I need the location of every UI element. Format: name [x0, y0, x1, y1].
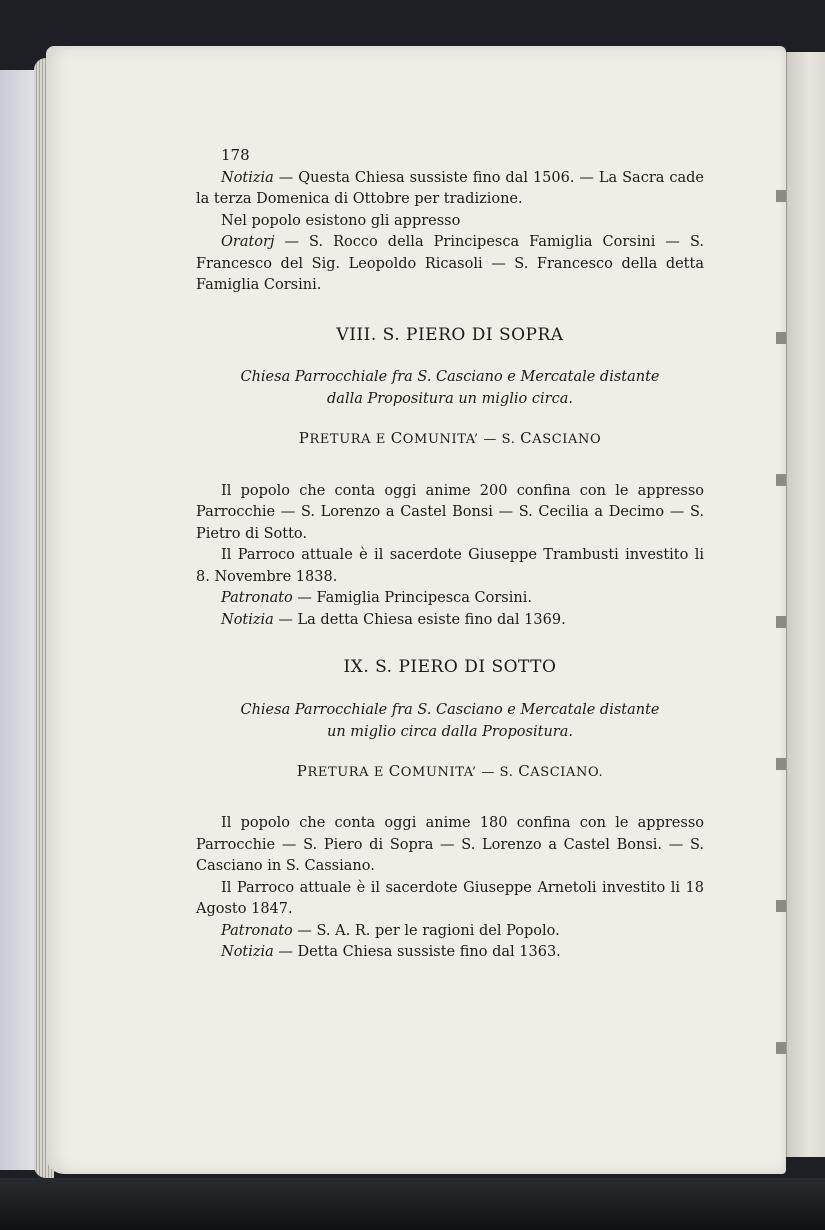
notizia-label: Notizia [221, 611, 274, 628]
section-body: Il popolo che conta oggi anime 200 confina con le appresso Parrocchie — S. Lorenzo a Castel Bonsi — S. Cecilia a Decimo — S. Pietro di Sotto. [196, 482, 704, 542]
intro-popolo: Nel popolo esistono gli appresso [221, 212, 461, 229]
description-line: Chiesa Parrocchiale fra S. Casciano e Mercatale distante [240, 369, 660, 385]
intro-notizia [196, 168, 704, 211]
description-line: un miglio circa dalla Propositura. [327, 723, 573, 740]
notizia-text: — Questa Chiesa sussiste fino dal 1506. — La Sacra cade la terza Domenica di Ottobre per tradizione. [196, 169, 704, 207]
section-body: Il popolo che conta oggi anime 180 confina con le appresso Parrocchie — S. Piero di Sopra — S. Lorenzo a Castel Bonsi. — S. Casciano in S. Cassiano. [196, 815, 704, 874]
pretura-line: PRETURA E COMUNITA’ — S. CASCIANO [298, 429, 602, 447]
page-content [196, 145, 704, 964]
page-number: 178 [221, 146, 250, 164]
section-patronato: Patronato — Famiglia Principesca Corsini. [221, 590, 532, 606]
section-description [196, 366, 704, 410]
section-parroco: Il Parroco attuale è il sacerdote Giuseppe Trambusti investito li 8. Novembre 1838. [196, 547, 704, 585]
section-patronato: Patronato — S. A. R. per le ragioni del Popolo. [221, 922, 560, 939]
notizia-label: Notizia [221, 169, 274, 186]
oratorj-label: Oratorj [221, 234, 275, 250]
oratorj-text: — S. Rocco della Principesca Famiglia Corsini — S. Francesco del Sig. Leopoldo Ricasoli — S. Francesco della detta Famiglia Corsini. [196, 234, 704, 293]
section-notizia: Notizia — Detta Chiesa sussiste fino dal 1363. [221, 944, 561, 960]
section-notizia: Notizia — La detta Chiesa esiste fino dal 1369. [221, 611, 566, 628]
section-heading: IX. S. PIERO DI SOTTO [343, 657, 557, 677]
patronato-label: Patronato [221, 590, 293, 606]
section-description [196, 699, 704, 743]
section-parroco: Il Parroco attuale è il sacerdote Giuseppe Arnetoli investito li 18 Agosto 1847. [196, 879, 704, 917]
binding-stitches [776, 60, 786, 1160]
section-heading: VIII. S. PIERO DI SOPRA [336, 324, 564, 345]
patronato-label: Patronato [221, 922, 293, 939]
description-line: Chiesa Parrocchiale fra S. Casciano e Mercatale distante [240, 701, 660, 718]
notizia-label: Notizia [221, 944, 274, 960]
intro-oratorj [196, 232, 704, 297]
background-bottom [0, 1178, 825, 1230]
facing-page-edge [786, 52, 825, 1157]
description-line: dalla Propositura un miglio circa. [327, 391, 573, 407]
pretura-line: PRETURA E COMUNITA’ — S. CASCIANO. [296, 761, 604, 780]
